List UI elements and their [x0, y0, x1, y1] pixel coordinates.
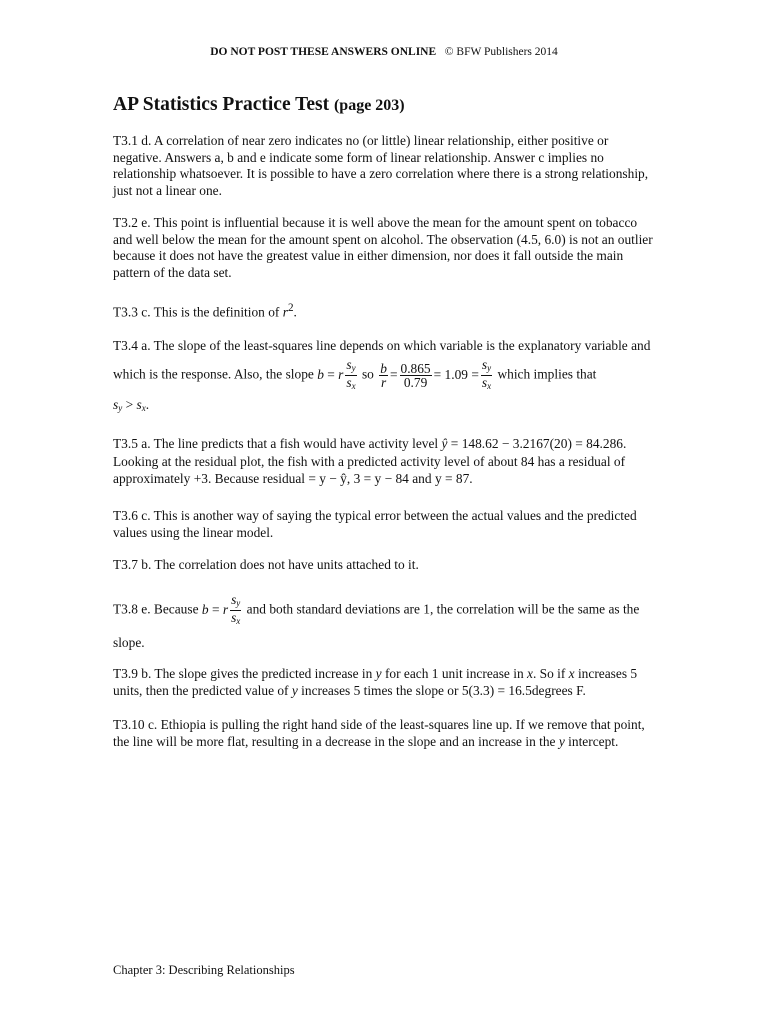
sy-over-sx-fraction: [345, 358, 356, 393]
x-symbol: x: [568, 666, 575, 681]
s-symbol: s: [113, 397, 119, 412]
period: .: [145, 397, 150, 412]
t3-9-part: for each 1 unit increase in: [381, 666, 527, 681]
residual-equation: residual = y − ŷ,: [262, 471, 351, 487]
answer-t3-1: [113, 133, 658, 199]
answer-t3-3: [113, 300, 658, 321]
answer-t3-8: [113, 593, 658, 658]
title-main: AP Statistics Practice Test: [113, 94, 330, 115]
x-subscript: x: [236, 616, 241, 626]
numeric-fraction: [400, 362, 432, 389]
answer-t3-8-text-end: and both standard deviations are 1, the correlation will be the same as the slope.: [113, 601, 640, 650]
s-symbol: s: [481, 375, 488, 390]
y-hat-equation: ŷ = 148.62 − 3.2167(20) = 84.286.: [441, 436, 627, 451]
sy-greater-sx: [113, 397, 149, 412]
ratio-result: 1.09: [444, 366, 468, 382]
y-symbol: y: [291, 683, 298, 698]
header-warning: DO NOT POST THESE ANSWERS ONLINE: [210, 46, 437, 58]
slope-ratio-formula: $\frac{b}{r}$ = $\frac{0.865}{0.79}$ = 1.09 = $\frac{s_y}{s_x}$: [380, 357, 492, 391]
answer-t3-5: [113, 435, 658, 488]
answer-t3-1-text: T3.1 d. A correlation of near zero indicates no (or little) linear relationship, either positive or negative. Answers a, b and e indicate some form of linear relationship. Answer c implies no relationship whatsoever. It is possible to have a zero correlation where there is a strong relationship, just not a linear one.: [113, 133, 649, 198]
b-over-r-fraction: [379, 362, 388, 389]
s-symbol: s: [231, 592, 237, 607]
squared-exponent: 2: [287, 302, 294, 314]
y-solution: y = 87.: [434, 471, 473, 487]
s-symbol: s: [346, 357, 352, 372]
greater-than: >: [122, 397, 137, 412]
answer-t3-10: [113, 717, 658, 750]
answer-t3-2-text: T3.2 e. This point is influential because it is well above the mean for the amount spent on tobacco and well below the mean for the amount spent on alcohol. The observation (4.5, 6.0) is not an outlier because it does not have the greatest value in either dimension, nor does it fall outside the main pattern of the data set.: [113, 215, 653, 280]
s-symbol: s: [136, 397, 142, 412]
answer-t3-6-text: T3.6 c. This is another way of saying the typical error between the actual values and the predicted values using the linear model.: [113, 508, 637, 540]
t3-9-part: increases 5 units, then the predicted value of: [113, 666, 638, 698]
r-symbol: r: [282, 304, 288, 320]
answer-t3-5-text: T3.5 a. The line predicts that a fish would have activity level: [113, 436, 439, 451]
b-symbol: b: [201, 601, 209, 617]
r-symbol: r: [338, 366, 344, 382]
page-footer: Chapter 3: Describing Relationships: [113, 963, 295, 977]
x-subscript: x: [487, 381, 492, 391]
y-subscript: y: [487, 363, 492, 373]
b-symbol: b: [380, 361, 387, 376]
s-symbol: s: [481, 357, 488, 372]
answer-t3-7: [113, 557, 658, 574]
y-subscript: y: [236, 598, 241, 608]
y-subscript: y: [351, 363, 356, 373]
t3-9-part: degrees F.: [531, 683, 586, 698]
t3-9-part: increases 5 times the slope or: [297, 683, 462, 698]
x-subscript: x: [141, 403, 146, 413]
fraction-numerator: 0.865: [400, 361, 431, 376]
y-hat-value: = 148.62 − 3.2167(20) = 84.286.: [450, 436, 627, 451]
answer-t3-5-text-2: Looking at the residual plot, the fish with a predicted activity level of about 84 has a residual of approximately +3. Because: [113, 453, 626, 487]
b-symbol: b: [317, 366, 324, 382]
period: .: [293, 304, 297, 320]
answer-t3-4: [113, 334, 658, 420]
slope-formula: b = r $\frac{s_y}{s_x}$: [201, 592, 241, 626]
answer-t3-7-text: T3.7 b. The correlation does not have units attached to it.: [113, 557, 419, 572]
r-symbol: r: [222, 601, 229, 617]
y-symbol: y: [375, 666, 382, 681]
fraction-denominator: 0.79: [403, 375, 428, 390]
answer-t3-6: [113, 508, 658, 541]
sy-over-sx-fraction: [230, 593, 241, 628]
title-page-ref: (page 203): [333, 97, 405, 114]
predicted-increase-expression: 5(3.3) = 16.5: [461, 683, 532, 698]
answer-t3-10-text: T3.10 c. Ethiopia is pulling the right hand side of the least-squares line up. If we remove that point, the line will be more flat, resulting in a decrease in the slope and an increase in the: [113, 717, 645, 749]
answer-t3-2: [113, 215, 658, 281]
intercept-word: intercept.: [568, 733, 619, 749]
y-symbol: y: [558, 733, 565, 749]
header-copyright: © BFW Publishers 2014: [444, 46, 558, 58]
x-subscript: x: [351, 381, 356, 391]
s-symbol: s: [231, 610, 237, 625]
so-word: so: [361, 366, 374, 382]
answer-t3-8-text: T3.8 e. Because: [113, 601, 199, 617]
page-title: [113, 94, 405, 116]
page-header: [0, 46, 768, 58]
slope-formula: b = r $\frac{s_y}{s_x}$: [317, 357, 356, 391]
r-symbol: r: [380, 375, 387, 390]
s-symbol: s: [346, 375, 352, 390]
y-subscript: y: [118, 403, 123, 413]
x-symbol: x: [526, 666, 533, 681]
and-word: and: [412, 471, 432, 487]
answer-t3-9: [113, 665, 658, 699]
answer-t3-4-text-end: which implies that: [497, 366, 597, 382]
answer-t3-4-text: T3.4 a. The slope of the least-squares line depends on which variable is the explanatory variable and which is the response. Also, the slope: [113, 338, 651, 382]
t3-9-part: T3.9 b. The slope gives the predicted increase in: [113, 666, 376, 681]
sy-over-sx-fraction: [481, 358, 492, 393]
t3-9-part: . So if: [532, 666, 569, 681]
residual-substitution: 3 = y − 84: [353, 471, 409, 487]
answer-t3-3-text: T3.3 c. This is the definition of: [113, 304, 280, 320]
